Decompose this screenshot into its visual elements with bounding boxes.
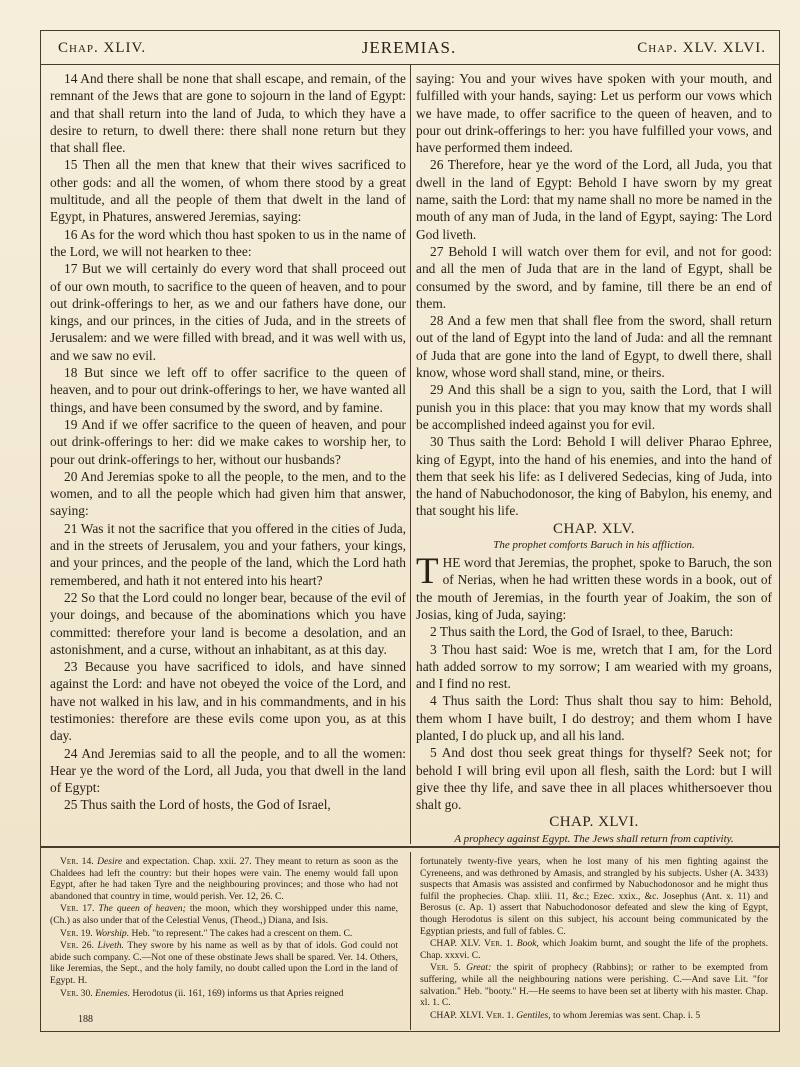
running-head [40,36,778,64]
verse: 16 As for the word which thou hast spoken to us in the name of the Lord, we will not hearken to thee: [50,226,406,259]
header-left: Chap. XLIV. [58,40,147,56]
verse: 23 Because you have sacrificed to idols, and have sinned against the Lord: and have not obeyed the voice of the Lord, and have not walked in his law, and in his commandments, and in his testimonies: therefore are these evils come upon you, as at this day. [50,659,406,744]
verse-first [416,551,772,623]
footnote [50,988,398,1000]
chapter-summary: A prophecy against Egypt. The Jews shall return from captivity. [454,832,734,845]
footnote [50,940,398,986]
verse: 25 Thus saith the Lord of hosts, the God of Israel, [64,797,331,813]
footnote [420,856,768,937]
verse: 18 But since we left off to offer sacrifice to the queen of heaven, and to pour out drink-offerings to her, we have wanted all things, and have been consumed by the sword, and by famine. [50,365,406,415]
verse: 17 But we will certainly do every word that shall proceed out of our own mouth, to sacrifice to the queen of heaven, and to pour out drink-offerings to her, as we and our fathers have done, our kings, and our princes, in the cities of Juda, and in the streets of Jerusalem: and we were filled with bread, and it was well with us, and we saw no evil. [50,261,406,363]
verse: 28 And a few men that shall flee from the sword, shall return out of the land of Egypt into the land of Juda: and all the remnant of Juda that are gone into the land of Egypt, to dwell there, shall know, whose word shall stand, mine, or theirs. [416,313,772,381]
footnotes-left [50,856,398,1000]
note-text: They swore by his name as well as by that of idols. God could not abide such company. C.—Not one of these obstinate Jews shall be spared. Ver. 14. Others, like Jeremias, the Sept., and the holy family, no doubt called upon the Lord in the land of Egypt. H. [50,940,399,986]
verse: 4 Thus saith the Lord: Thus shalt thou say to him: Behold, them whom I have built, I do destroy; and them whom I have planted, I do pluck up, and all his land. [416,693,772,743]
note-word: Desire [97,856,123,867]
verse: 29 And this shall be a sign to you, saith the Lord, that I will punish you in this place: that you may know that my words shall be accomplished indeed against you for evil. [416,382,772,432]
note-ref: Ver. 19. [60,927,93,939]
column-divider [410,64,411,844]
footnote [50,928,398,940]
note-text: and expectation. Chap. xxii. 27. They meant to return as soon as the Chaldees had left the country: but their hopes were vain. The enemy would fall upon Egypt, after he had taken Tyre and the neighbouring provinces; and those who had not abandoned that country in time, would perish. Ver. 12, 26. C. [50,856,399,902]
drop-cap: T [416,551,439,593]
footnotes-right [420,856,768,1022]
note-word: Book, [516,938,539,950]
note-word: Liveth. [97,940,124,952]
note-ref: Ver. 26. [60,940,94,952]
note-word: Great: [466,962,492,974]
chapter-heading: CHAP. XLV. [552,520,636,537]
verse-text: HE word that Jeremias, the prophet, spoke to Baruch, the son of Nerias, when he had written these words in a book, out of the mouth of Jeremias, in the fourth year of Joakim, the son of Josias, king of Juda, saying: [416,555,772,622]
note-text: Herodotus (ii. 161, 169) informs us that Apries reigned [132,987,344,999]
note-ref: Ver. 14. [60,856,94,867]
verse-continuation: saying: You and your wives have spoken with your mouth, and fulfilled with your hands, saying: Let us perform our vows which we have made, to offer sacrifice to the queen of heaven, and to pour out drink-offerings to her: you have fulfilled your vows, and have performed them indeed. [416,71,772,156]
header-title: JEREMIAS. [361,38,457,57]
page-number: 188 [78,1014,93,1025]
notes-column-divider [410,852,411,1030]
verse: 21 Was it not the sacrifice that you offered in the cities of Juda, and in the streets of Jerusalem, you and your fathers, your kings, and your princes, and the people of the land, which the Lord hath remembered, and hath it not entered into his heart? [50,520,406,588]
verse: 19 And if we offer sacrifice to the queen of heaven, and pour out drink-offerings to her: did we make cakes to worship her, to pour out drink-offerings to her, without our husbands? [50,416,406,467]
right-column [416,70,772,848]
note-ref: CHAP. XLV. Ver. 1. [430,938,514,950]
verse: 26 Therefore, hear ye the word of the Lord, all Juda, you that dwell in the land of Egypt: Behold I have sworn by my great name, saith the Lord: that my name shall no more be named in the mouth of any man of Juda, in the land of Egypt, saying: The Lord God liveth. [416,157,772,242]
note-ref: Ver. 5. [430,962,461,974]
chapter-heading: CHAP. XLVI. [549,814,639,831]
footnote [420,938,768,961]
footnote [420,1010,768,1022]
footnote [420,962,768,1008]
note-text: to whom Jeremias was sent. Chap. i. 5 [553,1009,701,1021]
note-text: which Joakim burnt, and sought the life of the prophets. Chap. xxxvi. C. [420,938,768,961]
chapter-summary: The prophet comforts Baruch in his affliction. [493,539,695,552]
notes-rule [40,846,780,848]
left-column [50,70,406,814]
verse: 5 And dost thou seek great things for thyself? Seek not; for behold I will bring evil upon all flesh, saith the Lord: but I will give thee thy life, and save thee in all places whithersoever thou shalt go. [416,745,772,813]
note-text: fortunately twenty-five years, when he lost many of his men fighting against the Cyreneens, and was dethroned by Amasis, and strangled by his subjects. Usher (A. 3433) suspects that Amasis was assisted and confirmed by Nabuchodonosor and he might thus fulfil the prophecies. Chap. xliii. 11, &c.; Ezec. xxix., &c. Josephus (Ant. x. 11) and Berosus (c. Ap. 1) assert that Nabuchodonosor defeated and slew the king of Egypt, though Herodotus is silent on this subject, his account being communicated by the Egyptian priests, and full of fables. C. [420,856,768,937]
header-right: Chap. XLV. XLVI. [637,40,766,56]
note-word: The queen of heaven; [98,903,186,915]
note-text: Heb. "to represent." The cakes had a crescent on them. C. [131,927,353,939]
verse: 30 Thus saith the Lord: Behold I will deliver Pharao Ephree, king of Egypt, into the hand of his enemies, and into the hand of them that seek his life: as I delivered Sedecias, king of Juda, into the hand of Nabuchodonosor, the king of Babylon, his enemy, and that sought his life. [416,434,772,519]
verse: 3 Thou hast said: Woe is me, wretch that I am, for the Lord hath added sorrow to my sorrow; I am wearied with my groans, and I find no rest. [416,641,772,692]
note-text: the spirit of prophecy (Rabbins); or rather to be exempted from suffering, while all the neighbouring nations were perishing. C.—And save Lit. "for salvation." Heb. "booty." H.—He seems to have been set at liberty with his master. Chap. xl. 1. C. [420,962,768,1009]
note-text: the moon, which they worshipped under this name, (Ch.) as also under that of the Celestial Venus, (Theod.,) Diana, and Isis. [50,903,398,926]
footnote [50,856,398,902]
verse: 24 And Jeremias said to all the people, and to all the women: Hear ye the word of the Lord, all Juda, you that dwell in the land of Egypt: [50,745,406,796]
note-ref: CHAP. XLVI. Ver. 1. [430,1009,514,1021]
verse: 22 So that the Lord could no longer bear, because of the evil of your doings, and because of the abominations which you have committed: therefore your land is become a desolation, and an astonishment, and a curse, without an inhabitant, as at this day. [50,589,406,657]
note-word: Gentiles, [516,1009,551,1021]
verse: 2 Thus saith the Lord, the God of Israel, to thee, Baruch: [430,624,734,640]
verse: 15 Then all the men that knew that their wives sacrificed to other gods: and all the women, of whom there stood by a great multitude, and all the people of them that dwelt in the land of Egypt, in Phatures, answered Jeremias, saying: [50,157,406,225]
note-word: Worship. [95,927,130,939]
note-ref: Ver. 17. [60,903,95,915]
note-ref: Ver. 30. [60,987,93,999]
verse: 14 And there shall be none that shall escape, and remain, of the remnant of the Jews that are gone to sojourn in the land of Egypt: and that shall return into the land of Juda, to which they have a desire to return, to dwell there: there shall none return but they that shall flee. [50,71,406,156]
verse: 27 Behold I will watch over them for evil, and not for good: and all the men of Juda that are in the land of Egypt, shall be consumed by the sword, and by famine, till there be an end of them. [416,243,772,311]
footnote [50,903,398,926]
verse: 20 And Jeremias spoke to all the people, to the men, and to the women, and to all the people which had given him that answer, saying: [50,468,406,519]
note-word: Enemies. [95,987,130,999]
